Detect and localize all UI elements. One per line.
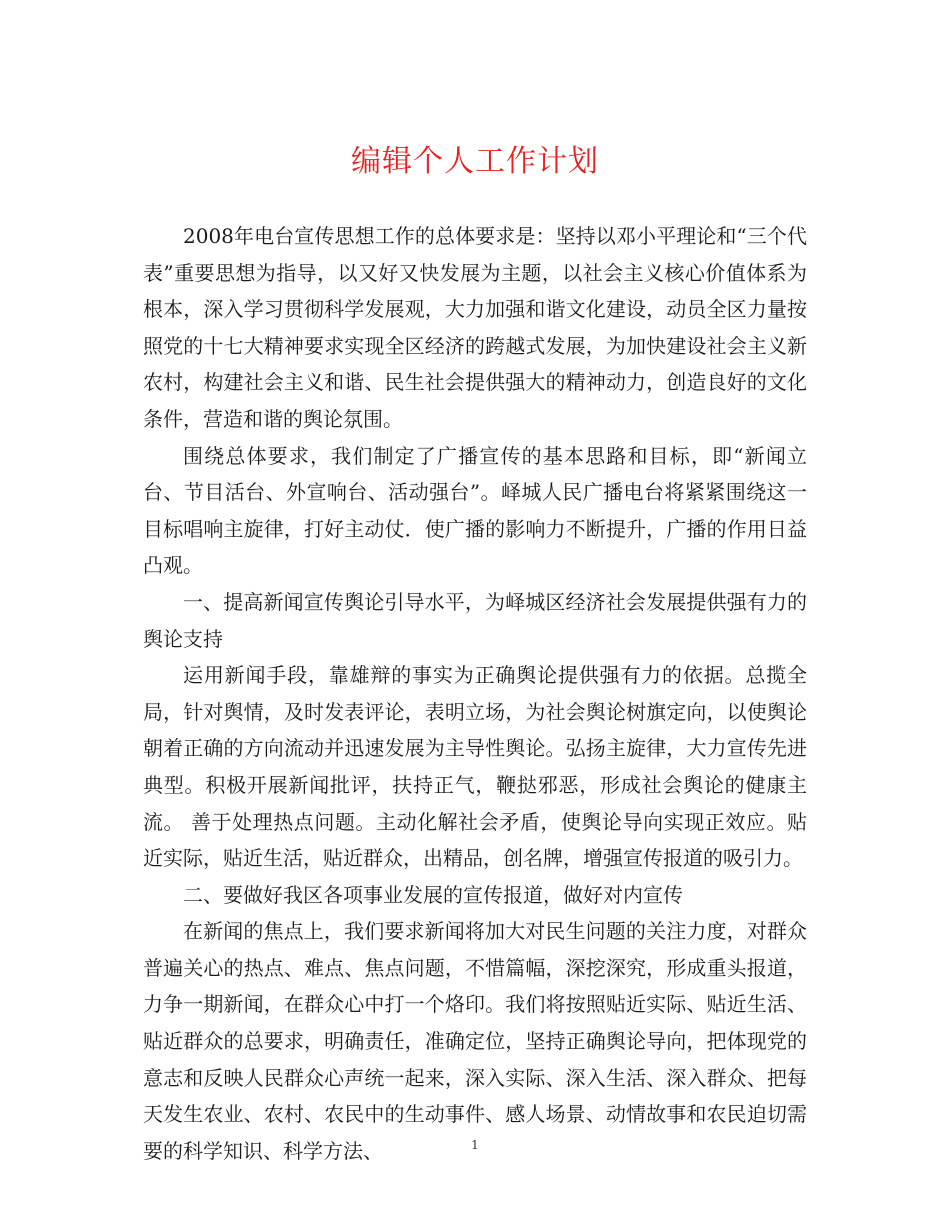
document-body	[143, 218, 807, 1169]
document-title: 编辑个人工作计划	[351, 144, 599, 179]
paragraph-intro: 2008年电台宣传思想工作的总体要求是：坚持以邓小平理论和“三个代表”重要思想为指导，以又好又快发展为主题，以社会主义核心价值体系为根本，深入学习贯彻科学发展观，大力加强和谐文化建设，动员全区力量按照党的十七大精神要求实现全区经济的跨越式发展，为加快建设社会主义新农村，构建社会主义和谐、民生社会提供强大的精神动力，创造良好的文化条件，营造和谐的舆论氛围。	[143, 224, 807, 431]
paragraph-section-2: 在新闻的焦点上，我们要求新闻将加大对民生问题的关注力度，对群众普遍关心的热点、难点、焦点问题，不惜篇幅，深挖深究，形成重头报道，力争一期新闻，在群众心中打一个烙印。我们将按照贴近实际、贴近生活、贴近群众的总要求，明确责任，准确定位，坚持正确舆论导向，把体现党的意志和反映人民群众心声统一起来，深入实际、深入生活、深入群众、把每天发生农业、农村、农民中的生动事件、感人场景、动情故事和农民迫切需要的科学知识、科学方法、	[143, 919, 807, 1163]
page-number: 1	[471, 1138, 479, 1152]
paragraph-section-1: 运用新闻手段，靠雄辩的事实为正确舆论提供强有力的依据。总揽全局，针对舆情，及时发表评论，表明立场，为社会舆论树旗定向，以使舆论朝着正确的方向流动并迅速发展为主导性舆论。弘扬主旋律，大力宣传先进典型。积极开展新闻批评，扶持正气，鞭挞邪恶，形成社会舆论的健康主流。 善于处理热点问题。主动化解社会矛盾，使舆论导向实现正效应。贴近实际，贴近生活，贴近群众，出精品，创名牌，增强宣传报道的吸引力。	[143, 663, 807, 871]
section-heading-1: 一、提高新闻宣传舆论引导水平，为峄城区经济社会发展提供强有力的舆论支持	[143, 589, 807, 651]
section-heading-2: 二、要做好我区各项事业发展的宣传报道，做好对内宣传	[183, 882, 683, 907]
paragraph-goals: 围绕总体要求，我们制定了广播宣传的基本思路和目标，即“新闻立台、节目活台、外宣响台、活动强台”。峄城人民广播电台将紧紧围绕这一目标唱响主旋律，打好主动仗．使广播的影响力不断提升，广播的作用日益凸观。	[143, 443, 807, 578]
